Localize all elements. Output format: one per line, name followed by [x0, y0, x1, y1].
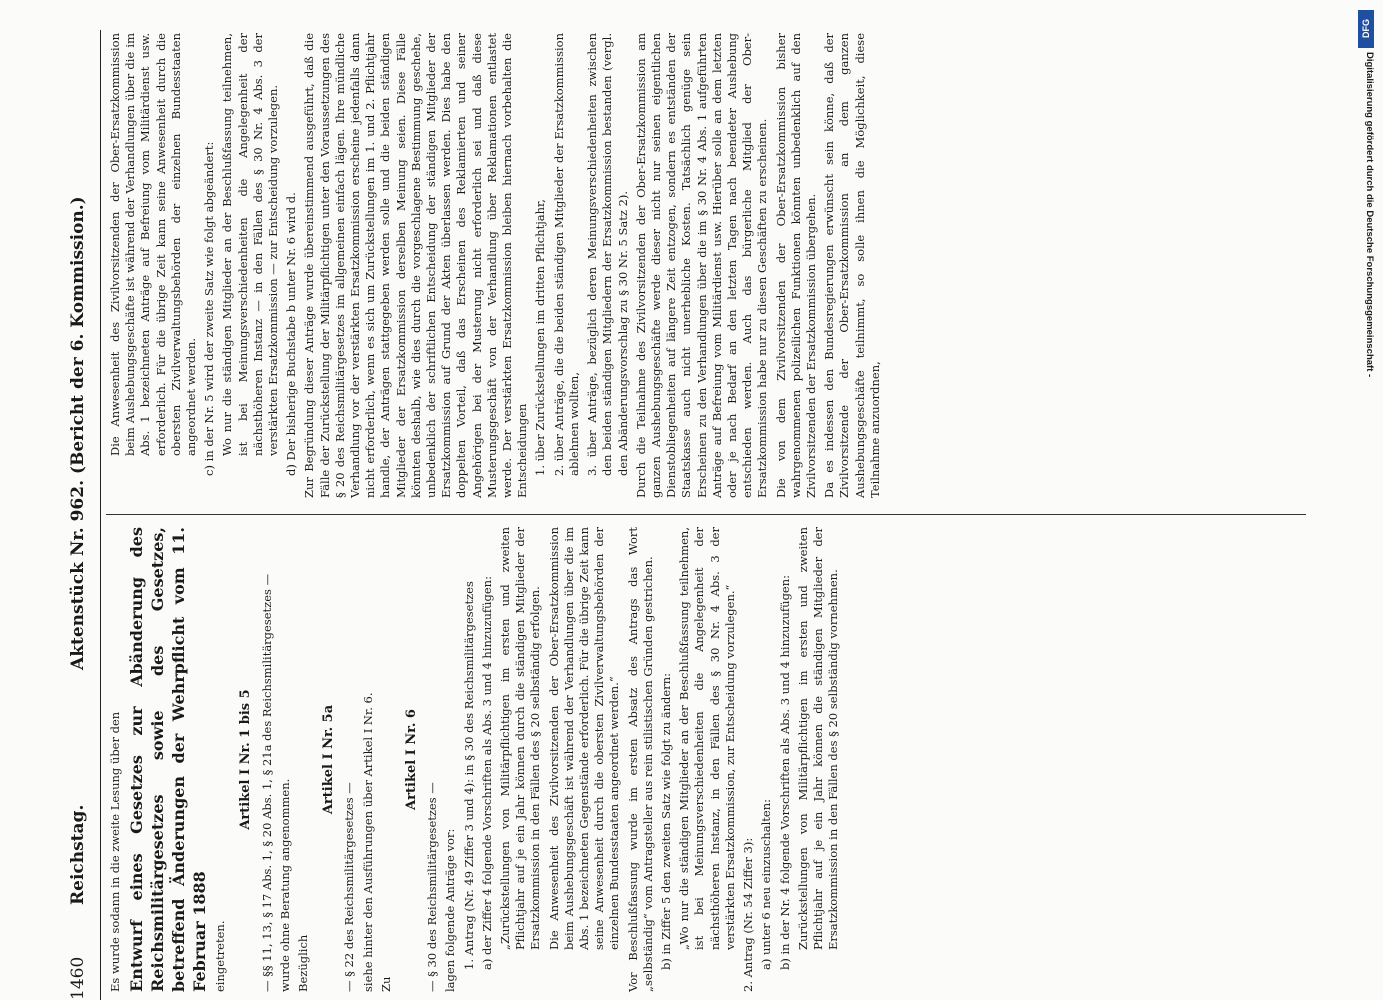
quoted-paragraph: Die Anwesenheit des Zivilvorsitzenden der Ober-Ersatzkommission beim Aushebungsgeschäft ist während der Verhandlungen über die im Abs. 1 bezeichneten Gegenstände erforderlich. Für die übrige Zeit kann seine Anwesenheit durch die obersten Zivilverwaltungsbehörden der einzelnen Bundesstaaten angeordnet werden.“ [546, 527, 622, 950]
list-item: 1. Antrag (Nr. 49 Ziffer 3 und 4): in § 30 des Reichsmilitärgesetzes [461, 581, 476, 970]
article-heading: Artikel I Nr. 1 bis 5 [238, 689, 254, 830]
article-heading: Artikel I Nr. 5a [321, 704, 337, 815]
paragraph: — §§ 11, 13, § 17 Abs. 1, § 20 Abs. 1, § 21a des Reichsmilitärgesetzes — [259, 573, 274, 992]
paragraph: Die von dem Zivilvorsitzenden der Ober-Ersatzkommission bisher wahrgenommenen polizeilichen Funktionen könnten unbedenklich auf den Zivilvorsitzenden der Ersatzkommission übergehen. [773, 33, 818, 498]
paragraph: — § 22 des Reichsmilitärgesetzes — [342, 782, 357, 992]
list-item: 2. über Anträge, die die beiden ständigen Mitglieder der Ersatzkommission ablehnen wollten, [551, 33, 581, 476]
paragraph: siehe hinter den Ausführungen über Artikel I Nr. 6. [360, 692, 375, 992]
list-item: 3. über Anträge, bezüglich deren Meinungsverschiedenheiten zwischen den beiden ständigen Mitgliedern der Ersatzkommission bestanden (vergl. den Abänderungsvorschlag zu § 30 Nr. 5 Satz 2). [585, 33, 630, 476]
article-heading: Artikel I Nr. 6 [404, 709, 420, 810]
rotated-document-sheet [60, 0, 1330, 1000]
dfg-logo: DFG [1358, 10, 1374, 48]
paragraph: wurde ohne Beratung angenommen. [277, 778, 292, 992]
right-column [108, 33, 886, 498]
list-item: a) unter 6 neu einzuschalten: [759, 799, 774, 970]
bill-title: Entwurf eines Gesetzes zur Abänderung des Reichsmilitärgesetzes sowie des Gesetzes, betreffend Änderungen der Wehrpflicht vom 11. Februar 1888 [127, 527, 210, 992]
header-left-title: Reichstag. [68, 804, 88, 905]
quoted-paragraph: „Wo nur die ständigen Mitglieder an der Beschlußfassung teilnehmen, ist bei Meinungsverschiedenheiten die Angelegenheit der nächsthöheren Instanz, in den Fällen des § 30 Nr. 4 Abs. 3 der verstärkten Ersatzkommission, zur Entscheidung vorzulegen.“ [677, 527, 737, 950]
column-divider [106, 514, 1306, 515]
paragraph: lagen folgende Anträge vor: [443, 828, 458, 992]
running-header [60, 20, 100, 1000]
paragraph: eingetreten. [213, 920, 228, 992]
list-item: b) in Ziffer 5 den zweiten Satz wie folgt zu ändern: [659, 673, 674, 970]
paragraph: Durch die Teilnahme des Zivilvorsitzenden der Ober-Ersatzkommission am ganzen Aushebungsgeschäfte werde dieser nicht nur seinen eigentlichen Dienstobliegenheiten auf längere Zeit entzogen, sondern es entständen der Staatskasse auch nicht unerhebliche Kosten. Tatsächlich genüge sein Erscheinen zu den Verhandlungen über die im § 30 Nr. 4 Abs. 1 aufgeführten Anträge auf Befreiung vom Militärdienst usw. Hierüber solle an dem letzten oder je nach Bedarf an den letzten Tagen nach beendeter Aushebung entschieden werden. Auch das bürgerliche Mitglied der Ober-Ersatzkommission habe nur zu diesen Geschäften zu erscheinen. [633, 33, 770, 498]
header-right-title: Aktenstück Nr. 962. (Bericht der 6. Kommission.) [68, 196, 88, 670]
paragraph: Vor Beschlußfassung wurde im ersten Absatz des Antrags das Wort „selbständig“ vom Antragsteller aus rein stilistischen Gründen gestrichen. [625, 527, 655, 992]
paragraph: Zur Begründung dieser Anträge wurde übereinstimmend ausgeführt, daß die Fälle der Zurückstellung der Militärpflichtigen unter den Voraussetzungen des § 20 des Reichsmilitärgesetzes im allgemeinen einfach lägen. Ihre mündliche Verhandlung vor der verstärkten Ersatzkommission erscheine jedenfalls dann nicht erforderlich, wenn es sich um Zurückstellungen im 1. und 2. Pflichtjahr handle, der Anträgen stattgegeben werden solle und die beiden ständigen Mitglieder der Ersatzkommission derselben Meinung seien. Diese Fälle könnten deshalb, wie dies durch die vorgeschlagene Bestimmung geschehe, unbedenklich der schriftlichen Entscheidung der ständigen Mitglieder der Ersatzkommission auf Grund der Akten überlassen werden. Dies habe den doppelten Vorteil, daß das Erscheinen des Reklamierten und seiner Angehörigen bei der Musterung nicht erforderlich sei und daß diese Musterungsgeschäft von der Verhandlung über Reklamationen entlastet werde. Der verstärkten Ersatzkommission bleiben hiernach vorbehalten die Entscheidungen [302, 33, 530, 498]
quoted-paragraph: Zurückstellungen von Militärpflichtigen im ersten und zweiten Pflichtjahr auf je ein Jahr können die ständigen Mitglieder der Ersatzkommission in den Fällen des § 20 selbständig vornehmen. [795, 527, 841, 950]
paragraph: Es wurde sodann in die zweite Lesung über den [108, 711, 122, 992]
paragraph: — § 30 des Reichsmilitärgesetzes — [425, 782, 440, 992]
digitization-note [1355, 12, 1375, 992]
paragraph: Da es indessen den Bundesregierungen erwünscht sein könne, daß der Zivilvorsitzende der Ober-Ersatzkommission an dem ganzen Aushebungsgeschäfte teilnimmt, so solle ihnen die Möglichkeit, diese Teilnahme anzuordnen, [822, 33, 882, 498]
quoted-paragraph: Wo nur die ständigen Mitglieder an der Beschlußfassung teilnehmen, ist bei Meinungsverschiedenheiten die Angelegenheit der nächsthöheren Instanz — in den Fällen des § 30 Nr. 4 Abs. 3 der verstärkten Ersatzkommission — zur Entscheidung vorzulegen. [220, 33, 281, 456]
list-item: 1. über Zurückstellungen im dritten Pflichtjahr, [533, 199, 548, 476]
header-rule [100, 30, 101, 1000]
quoted-paragraph: Die Anwesenheit des Zivilvorsitzenden der Ober-Ersatzkommission beim Aushebungsgeschäfte ist während der Verhandlungen über die im Abs. 1 bezeichneten Anträge auf Befreiung vom Militärdienst usw. erforderlich. Für die übrige Zeit kann seine Anwesenheit durch die obersten Zivilverwaltungsbehörden der einzelnen Bundesstaaten angeordnet werden. [108, 33, 199, 456]
page-number: 1460 [68, 956, 88, 1000]
list-item: c) in der Nr. 5 wird der zweite Satz wie folgt abgeändert: [202, 141, 217, 476]
paragraph: Zu [378, 976, 393, 992]
quoted-paragraph: „Zurückstellungen von Militärpflichtigen im ersten und zweiten Pflichtjahr auf je ein Jahr können durch die ständigen Mitglieder der Ersatzkommission in den Fällen des § 20 selbständig erfolgen. [498, 527, 543, 950]
list-item: b) in der Nr. 4 folgende Vorschriften als Abs. 3 und 4 hinzuzufügen: [777, 574, 792, 970]
list-item: a) der Ziffer 4 folgende Vorschriften als Abs. 3 und 4 hinzuzufügen: [479, 576, 494, 970]
paragraph: Bezüglich [296, 934, 311, 992]
digitization-note-text: Digitalisierung gefördert durch die Deutsche Forschungsgemeinschaft - [1364, 52, 1375, 378]
left-column [108, 527, 844, 992]
paragraph: 2. Antrag (Nr. 54 Ziffer 3): [741, 837, 756, 992]
list-item: d) Der bisherige Buchstabe b unter Nr. 6 wird d. [284, 192, 299, 476]
